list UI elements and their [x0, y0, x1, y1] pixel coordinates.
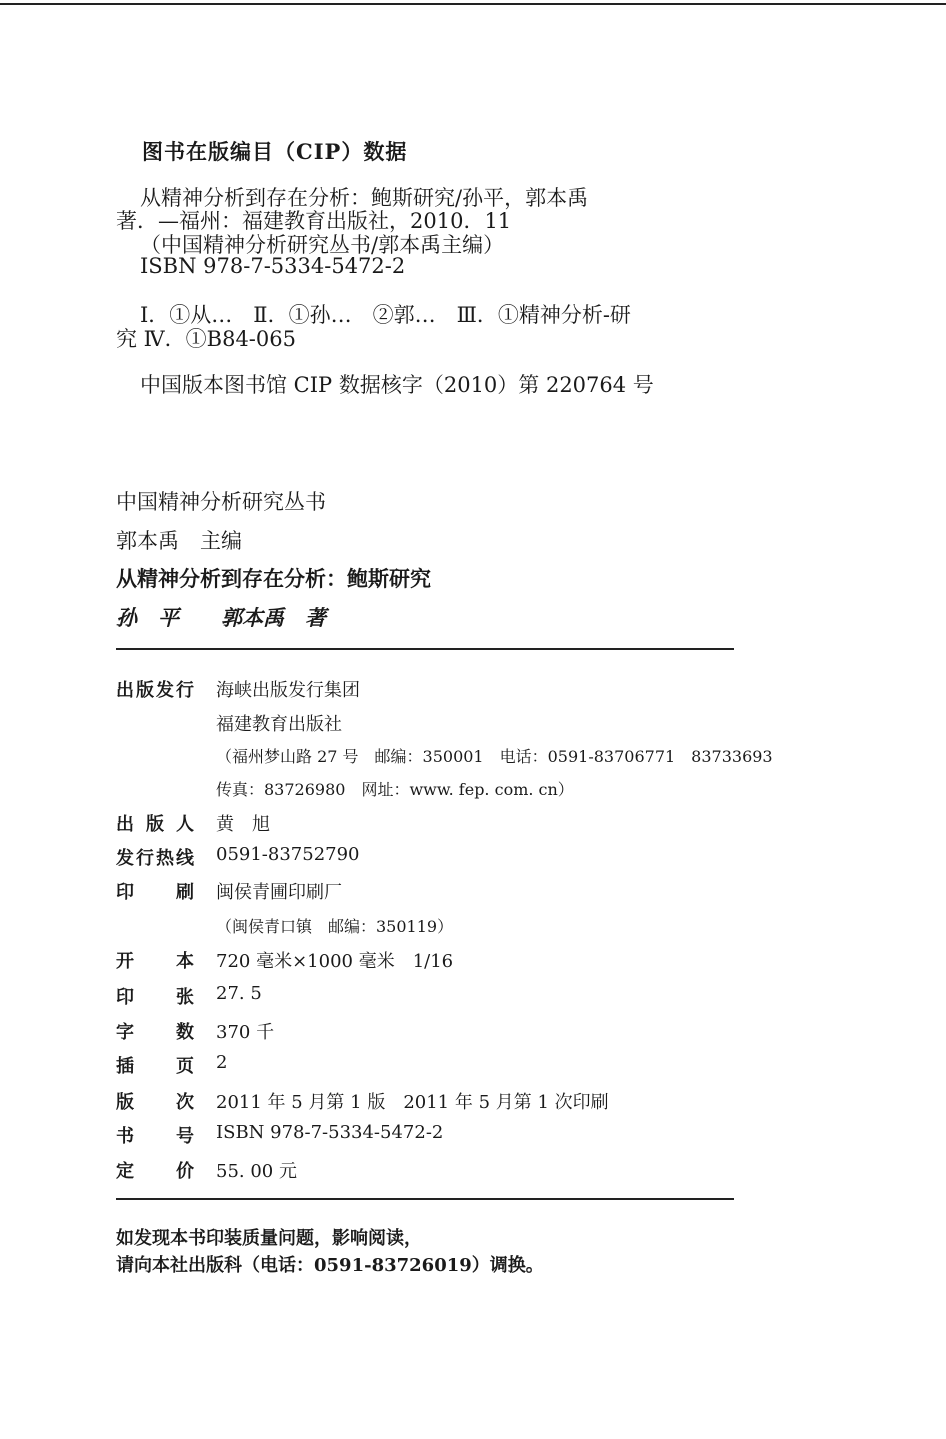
value-issuer: 黄 旭 — [216, 814, 270, 835]
top-border — [0, 3, 946, 5]
value-plates: 2 — [216, 1052, 228, 1073]
value-format: 720 毫米×1000 毫米 1/16 — [216, 951, 454, 972]
value-isbn: ISBN 978-7-5334-5472-2 — [216, 1122, 444, 1143]
label-words: 字 数 — [116, 1022, 194, 1043]
value-publisher-address: （福州梦山路 27 号 邮编：350001 电话：0591-83706771 83733693 — [216, 747, 773, 766]
label-hotline: 发 行 热 线 — [116, 848, 194, 869]
notice-line-1: 如发现本书印装质量问题，影响阅读， — [116, 1228, 422, 1249]
cip-line-7: 中国版本图书馆 CIP 数据核字（2010）第 220764 号 — [140, 373, 654, 397]
value-printer-address: （闽侯青口镇 邮编：350119） — [216, 917, 454, 936]
book-title: 从精神分析到存在分析：鲍斯研究 — [116, 566, 431, 591]
divider-top — [116, 648, 734, 650]
value-printer: 闽侯青圃印刷厂 — [216, 882, 342, 903]
notice-line-2: 请向本社出版科（电话：0591-83726019）调换。 — [116, 1255, 544, 1276]
series-name: 中国精神分析研究丛书 — [116, 490, 326, 514]
value-words: 370 千 — [216, 1022, 275, 1043]
value-sheets: 27. 5 — [216, 983, 262, 1004]
value-hotline: 0591-83752790 — [216, 844, 360, 865]
label-edition: 版 次 — [116, 1092, 194, 1113]
cip-line-6: 究 Ⅳ．①B84-065 — [116, 327, 296, 351]
cip-line-5: Ⅰ．①从… Ⅱ．①孙… ②郭… Ⅲ．①精神分析-研 — [140, 303, 631, 327]
cip-line-1: 从精神分析到存在分析：鲍斯研究/孙平，郭本禹 — [140, 186, 589, 210]
label-isbn: 书 号 — [116, 1126, 194, 1147]
cip-line-2: 著．—福州：福建教育出版社，2010．11 — [116, 209, 512, 233]
label-format: 开 本 — [116, 951, 194, 972]
value-edition: 2011 年 5 月第 1 版 2011 年 5 月第 1 次印刷 — [216, 1092, 609, 1113]
cip-line-4: ISBN 978-7-5334-5472-2 — [140, 254, 406, 278]
label-publisher: 出 版 发 行 — [116, 680, 194, 701]
label-printer: 印 刷 — [116, 882, 194, 903]
divider-bottom — [116, 1198, 734, 1200]
cip-line-3: （中国精神分析研究丛书/郭本禹主编） — [140, 233, 505, 257]
series-editor: 郭本禹 主编 — [116, 529, 242, 553]
value-publisher-fax: 传真：83726980 网址：www. fep. com. cn） — [216, 780, 574, 799]
label-issuer: 出 版 人 — [116, 814, 194, 835]
label-sheets: 印 张 — [116, 987, 194, 1008]
value-publisher: 福建教育出版社 — [216, 714, 342, 735]
book-authors: 孙 平 郭本禹 著 — [116, 605, 326, 630]
cip-heading: 图书在版编目（CIP）数据 — [142, 139, 408, 164]
label-plates: 插 页 — [116, 1056, 194, 1077]
value-price: 55. 00 元 — [216, 1161, 297, 1182]
label-price: 定 价 — [116, 1161, 194, 1182]
value-publisher-group: 海峡出版发行集团 — [216, 680, 360, 701]
